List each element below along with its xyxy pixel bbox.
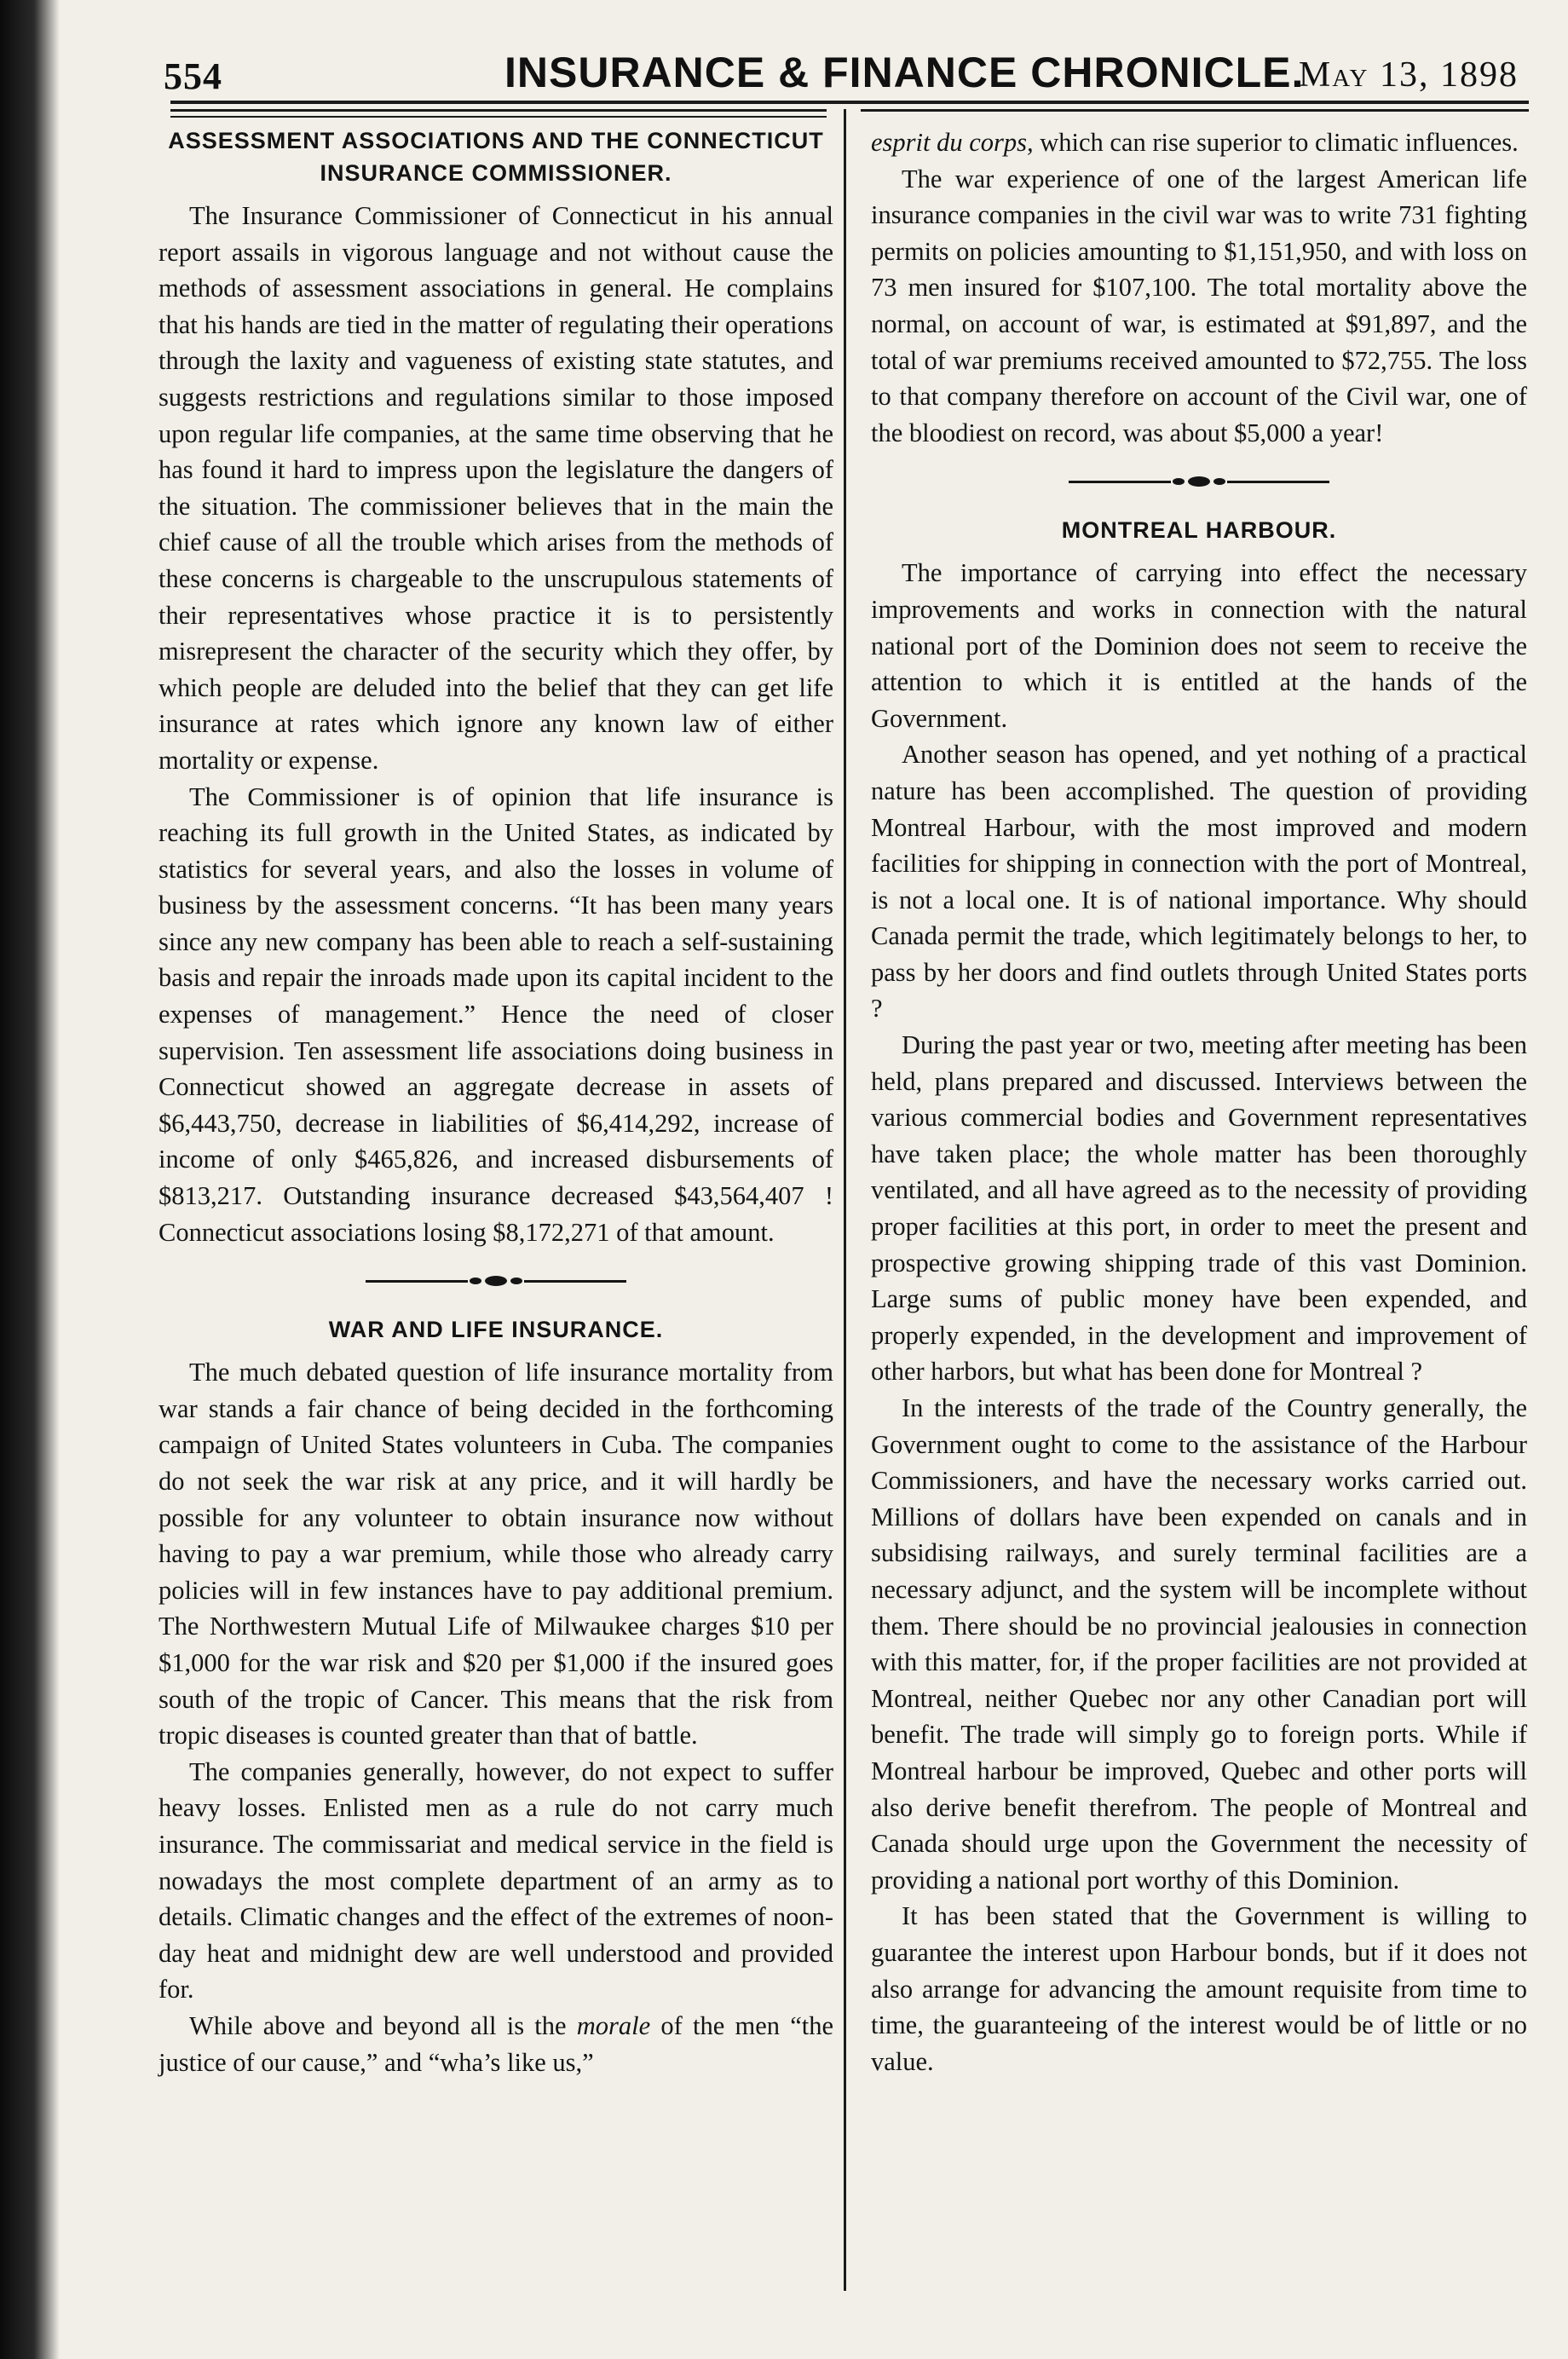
text-run: While above and beyond all is the bbox=[189, 2010, 567, 2040]
article-paragraph: The much debated question of life insurance mortality from war stands a fair chance of being decided in the forthcoming campaign of United States volunteers in Cuba. The companies do not seek the war risk at any price, and it will hardly be possible for any volunteer to obtain insurance now without having to pay a war premium, while those who already carry policies will in few instances have to pay additional premium. The Northwestern Mutual Life of Milwaukee charges $10 per $1,000 for the war risk and $20 per $1,000 if the insured goes south of the tropic of Cancer. This means that the risk from tropic diseases is counted greater than that of battle. bbox=[159, 1358, 833, 1751]
article-title-montreal: MONTREAL HARBOUR. bbox=[1061, 517, 1337, 544]
article-paragraph: The companies generally, however, do not expect to suffer heavy losses. Enlisted men as a rule do not carry much insurance. The commissariat and medical service in the field is nowadays the most complete department of an army as to details. Climatic changes and the effect of the extremes of noon-day heat and midnight dew are well understood and provided for. bbox=[159, 1756, 833, 2004]
article-title-assessment: ASSESSMENT ASSOCIATIONS AND THE CONNECTICUT INSURANCE COMMISSIONER. bbox=[168, 128, 824, 186]
section-ornament bbox=[159, 1255, 833, 1306]
text-run: of the men “the justice of our cause,” and “wha’s like us,” bbox=[159, 2010, 834, 2077]
column-divider bbox=[844, 109, 846, 2291]
article-paragraph: Another season has opened, and yet nothing of a practical nature has been accomplished. The question of providing Montreal Harbour, with the most improved and modern facilities for shipping in connection with the port of Montreal, is not a local one. It is of national importance. Why should Canada permit the trade, which legitimately belongs to her, to pass by her doors and find outlets through United States ports ? bbox=[871, 740, 1527, 1024]
italic-term: esprit du corps, bbox=[871, 128, 1034, 157]
continued-paragraph bbox=[871, 124, 1527, 161]
article-paragraph: The war experience of one of the largest American life insurance companies in the civil war was to write 731 fighting permits on policies amounting to $1,151,950, and with loss on 73 men insured for $107,100. The total mortality above the normal, on account of war, is estimated at $91,897, and the total of war premiums received amounted to $72,755. The loss to that company therefore on account of the Civil war, one of the bloodiest on record, was about $5,000 a year! bbox=[871, 164, 1527, 447]
right-column-rule bbox=[861, 109, 1529, 112]
section-ornament bbox=[871, 456, 1527, 507]
article-paragraph: The Commissioner is of opinion that life insurance is reaching its full growth in the United States, as indicated by statistics for several years, and also the losses in volume of business by the assessment concerns. “It has been many years since any new company has been able to reach a self-sustaining basis and repair the inroads made upon its capital incident to the expenses of management.” Hence the need of closer supervision. Ten assessment life associations doing business in Connecticut showed an aggregate decrease in assets of $6,443,750, decrease in liabilities of $6,414,292, increase of income of only $465,826, and increased disbursements of $813,217. Outstanding insurance decreased $43,564,407 ! Connecticut associations losing $8,172,271 of that amount. bbox=[159, 782, 833, 1247]
page-header bbox=[164, 39, 1527, 107]
left-column-rule-thin bbox=[170, 116, 827, 118]
italic-term: morale bbox=[576, 2010, 651, 2040]
right-column bbox=[871, 124, 1527, 2079]
header-rule bbox=[170, 101, 1529, 104]
issue-date: May 13, 1898 bbox=[1298, 55, 1519, 95]
scan-edge-shadow bbox=[0, 0, 60, 2359]
article-title-war: WAR AND LIFE INSURANCE. bbox=[328, 1317, 664, 1343]
article-paragraph: It has been stated that the Government is willing to guarantee the interest upon Harbour bonds, but if it does not also arrange for advancing the amount requisite from time to time, the guaranteeing of the interest would be of little or no value. bbox=[871, 1901, 1527, 2076]
article-paragraph: The importance of carrying into effect the necessary improvements and works in connection with the natural national port of the Dominion does not seem to receive the attention to which it is entitled at the hands of the Government. bbox=[871, 558, 1527, 733]
journal-title: INSURANCE & FINANCE CHRONICLE. bbox=[504, 49, 1305, 96]
left-column-rule bbox=[170, 109, 827, 112]
left-column bbox=[159, 124, 833, 2080]
article-paragraph: In the interests of the trade of the Country generally, the Government ought to come to the assistance of the Harbour Commissioners, and have the necessary works carried out. Millions of dollars have been expended on canals and in subsidising railways, and surely terminal facilities are a necessary adjunct, and the system will be incomplete without them. There should be no provincial jealousies in connection with this matter, for, if the proper facilities are not provided at Montreal, neither Quebec nor any other Canadian port will benefit. The trade will simply go to foreign ports. While if Montreal harbour be improved, Quebec and other ports will also derive benefit therefrom. The people of Montreal and Canada should urge upon the Government the necessity of providing a national port worthy of this Dominion. bbox=[871, 1393, 1527, 1895]
text-run: which can rise superior to climatic influences. bbox=[1040, 128, 1519, 157]
article-paragraph: During the past year or two, meeting after meeting has been held, plans prepared and discussed. Interviews between the various commercial bodies and Government representatives have taken place; the whole matter has been thoroughly ventilated, and all have agreed as to the necessity of providing proper facilities at this port, in order to meet the present and prospective growing shipping trade of this vast Dominion. Large sums of public money have been expended, and properly expended, in the development and improvement of other harbors, but what has been done for Montreal ? bbox=[871, 1030, 1527, 1387]
article-paragraph: The Insurance Commissioner of Connecticut in his annual report assails in vigorous language and not without cause the methods of assessment associations in general. He complains that his hands are tied in the matter of regulating their operations through the laxity and vagueness of existing state statutes, and suggests restrictions and regulations similar to those imposed upon regular life companies, at the same time observing that he has found it hard to impress upon the legislature the dangers of the situation. The commissioner believes that in the main the chief cause of all the trouble which arises from the methods of these concerns is chargeable to the unscrupulous statements of their representatives whose practice it is to persistently misrepresent the character of the security which they offer, by which people are deluded into the belief that they can get life insurance at rates which ignore any known law of either mortality or expense. bbox=[159, 201, 833, 775]
article-paragraph-last bbox=[159, 2008, 833, 2080]
page-number: 554 bbox=[164, 55, 222, 97]
